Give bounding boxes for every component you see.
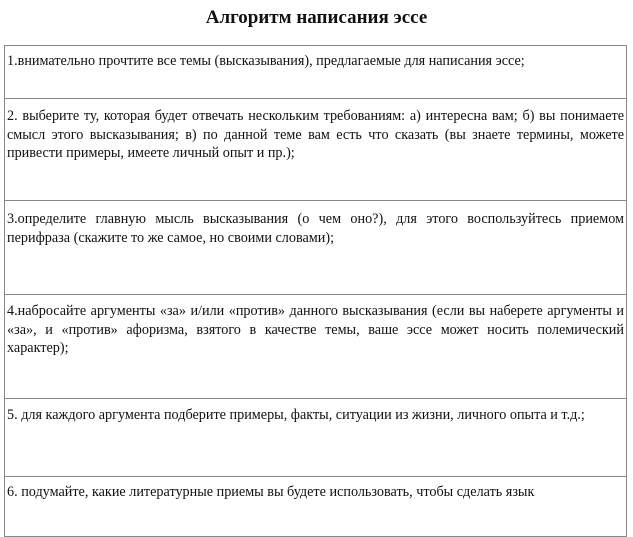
step-row-6 xyxy=(4,477,627,537)
step-row-1 xyxy=(4,46,627,99)
step-row-2 xyxy=(4,99,627,201)
step-text-5: 5. для каждого аргумента подберите примеры, факты, ситуации из жизни, личного опыта и т.д.; xyxy=(7,407,585,423)
step-row-5 xyxy=(4,399,627,477)
step-text-6: 6. подумайте, какие литературные приемы вы будете использовать, чтобы сделать язык xyxy=(7,484,535,500)
step-text-2: 2. выберите ту, которая будет отвечать нескольким требованиям: а) интересна вам; б) вы понимаете смысл этого высказывания; в) по данной теме вам есть что сказать (вы знаете термины, можете привести примеры, имеете личный опыт и пр.); xyxy=(7,108,624,161)
step-row-3 xyxy=(4,201,627,295)
steps-table xyxy=(4,45,627,537)
document-title: Алгоритм написания эссе xyxy=(205,7,428,28)
step-text-3: 3.определите главную мысль высказывания (о чем оно?), для этого воспользуйтесь приемом перифраза (скажите то же самое, но своими словами); xyxy=(7,211,624,246)
step-row-4 xyxy=(4,295,627,399)
step-text-4: 4.набросайте аргументы «за» и/или «против» данного высказывания (если вы наберете аргументы и «за», и «против» афоризма, взятого в качестве темы, ваше эссе может носить полемический характер); xyxy=(7,303,624,356)
step-text-1: 1.внимательно прочтите все темы (высказывания), предлагаемые для написания эссе; xyxy=(7,53,525,69)
